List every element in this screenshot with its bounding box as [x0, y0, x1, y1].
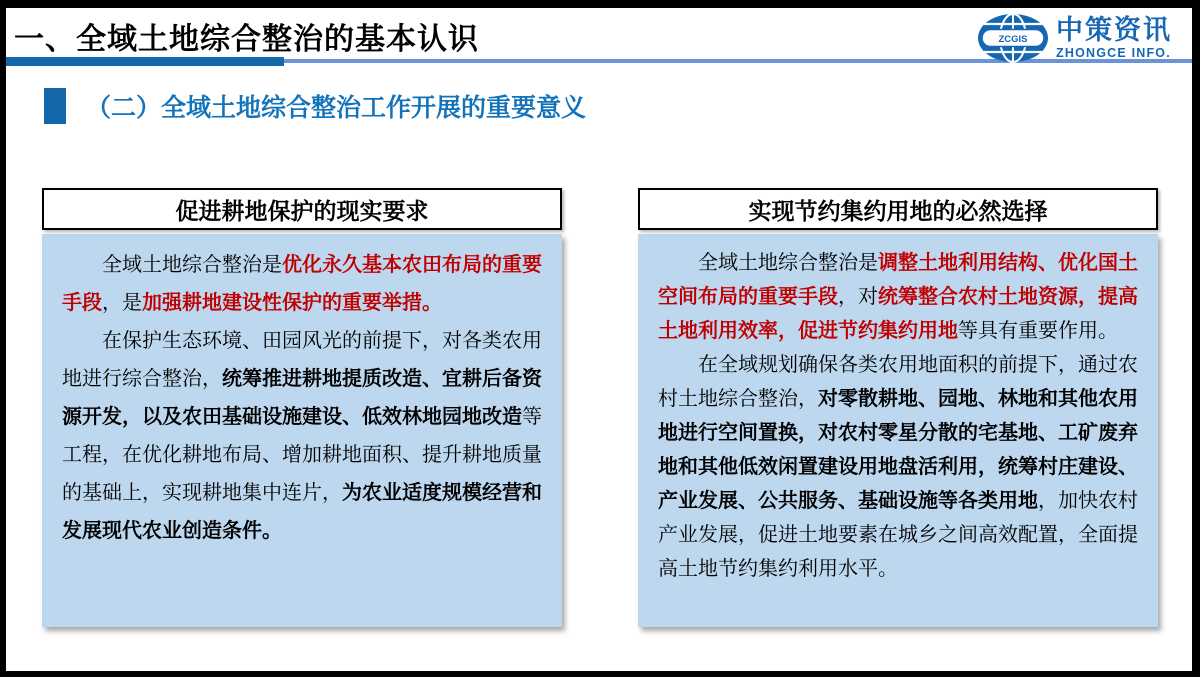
text-segment-red-bold: 加强耕地建设性保护的重要举措。	[142, 292, 442, 314]
text-segment-normal: ，对	[838, 286, 878, 308]
content-box-farmland-protection	[42, 188, 562, 627]
logo-name-cn: 中策资讯	[1056, 14, 1172, 45]
text-segment-normal: 在保护生态环境、田园风光的前提下，对各类农用地进行综合整治，	[62, 330, 542, 390]
blue-square-bullet-icon	[44, 88, 66, 124]
body-paragraph	[62, 246, 542, 322]
text-segment-bold: 对零散耕地、园地、林地和其他农用地进行空间置换，对农村零星分散的宅基地、工矿废弃地和其他低效闲置建设用地盘活利用，统筹村庄建设、产业发展、公共服务、基础设施等各类用地	[658, 388, 1138, 512]
text-segment-normal: ，是	[102, 292, 142, 314]
logo-name-en: ZHONGCE INFO.	[1056, 45, 1171, 60]
title-underline-thick	[6, 57, 284, 66]
content-box-intensive-land-use	[638, 188, 1158, 627]
body-paragraph	[62, 322, 542, 550]
text-segment-red-bold: 调整土地利用结构、优化国土空间布局的重要手段	[658, 252, 1138, 308]
zcgis-globe-icon	[976, 12, 1050, 64]
text-segment-normal: ，加快农村产业发展，促进土地要素在城乡之间高效配置，全面提高土地节约集约利用水平。	[658, 490, 1138, 580]
text-segment-normal: 全域土地综合整治是	[698, 252, 878, 274]
text-segment-red-bold: 优化永久基本农田布局的重要手段	[62, 254, 542, 314]
box-body	[638, 234, 1158, 627]
box-body	[42, 234, 562, 627]
body-paragraph	[658, 246, 1138, 348]
section-subtitle-row	[44, 88, 586, 124]
text-segment-normal: 全域土地综合整治是	[102, 254, 282, 276]
box-header: 促进耕地保护的现实要求	[42, 188, 562, 230]
company-logo	[976, 10, 1186, 66]
box-header: 实现节约集约用地的必然选择	[638, 188, 1158, 230]
text-segment-bold: 统筹推进耕地提质改造、宜耕后备资源开发，以及农田基础设施建设、低效林地园地改造	[62, 368, 542, 428]
text-segment-red-bold: 统筹整合农村土地资源，提高土地利用效率，促进节约集约用地	[658, 286, 1138, 342]
page-title: 一、全域土地综合整治的基本认识	[14, 23, 479, 56]
text-segment-normal: 等工程，在优化耕地布局、增加耕地面积、提升耕地质量的基础上，实现耕地集中连片，	[62, 406, 542, 504]
text-segment-bold: 为农业适度规模经营和发展现代农业创造条件。	[62, 482, 542, 542]
text-segment-normal: 在全域规划确保各类农用地面积的前提下，通过农村土地综合整治，	[658, 354, 1138, 410]
section-subtitle: （二）全域土地综合整治工作开展的重要意义	[86, 94, 587, 122]
body-paragraph	[658, 348, 1138, 586]
text-segment-normal: 等具有重要作用。	[958, 320, 1118, 342]
zcgis-globe-label: ZCGIS	[998, 34, 1028, 45]
